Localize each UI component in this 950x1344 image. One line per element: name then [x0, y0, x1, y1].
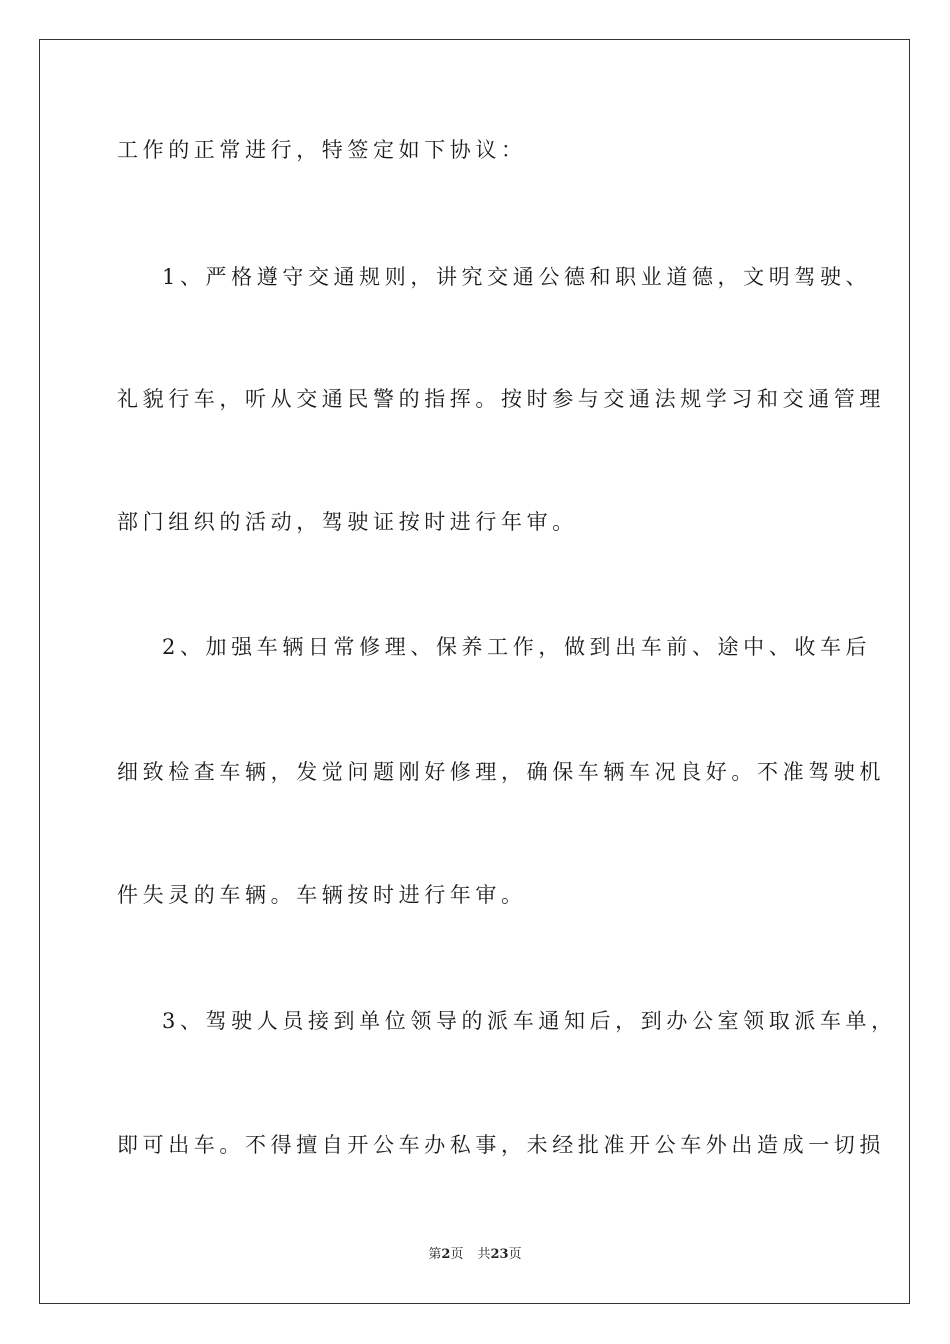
total-suffix: 页 [508, 1247, 522, 1262]
paragraph-line: 即可出车。不得擅自开公车办私事，未经批准开公车外出造成一切损 [117, 1133, 885, 1157]
page-suffix: 页 [450, 1247, 464, 1262]
paragraph-line: 件失灵的车辆。车辆按时进行年审。 [117, 883, 527, 907]
paragraph-line: 部门组织的活动，驾驶证按时进行年审。 [117, 510, 578, 534]
paragraph-line: 2、加强车辆日常修理、保养工作，做到出车前、途中、收车后 [162, 635, 872, 659]
paragraph-line: 工作的正常进行，特签定如下协议： [117, 138, 527, 162]
total-prefix: 共 [477, 1247, 491, 1262]
paragraph-line: 礼貌行车，听从交通民警的指挥。按时参与交通法规学习和交通管理 [117, 387, 885, 411]
page-prefix: 第 [428, 1247, 442, 1262]
paragraph-line: 细致检查车辆，发觉问题刚好修理，确保车辆车况良好。不准驾驶机 [117, 760, 885, 784]
total-pages: 23 [490, 1247, 509, 1262]
page-border [39, 39, 910, 1304]
page-number: 2 [441, 1247, 451, 1262]
page-footer [0, 1246, 950, 1264]
paragraph-line: 1、严格遵守交通规则，讲究交通公德和职业道德，文明驾驶、 [162, 265, 872, 289]
paragraph-line: 3、驾驶人员接到单位领导的派车通知后，到办公室领取派车单， [162, 1009, 897, 1033]
